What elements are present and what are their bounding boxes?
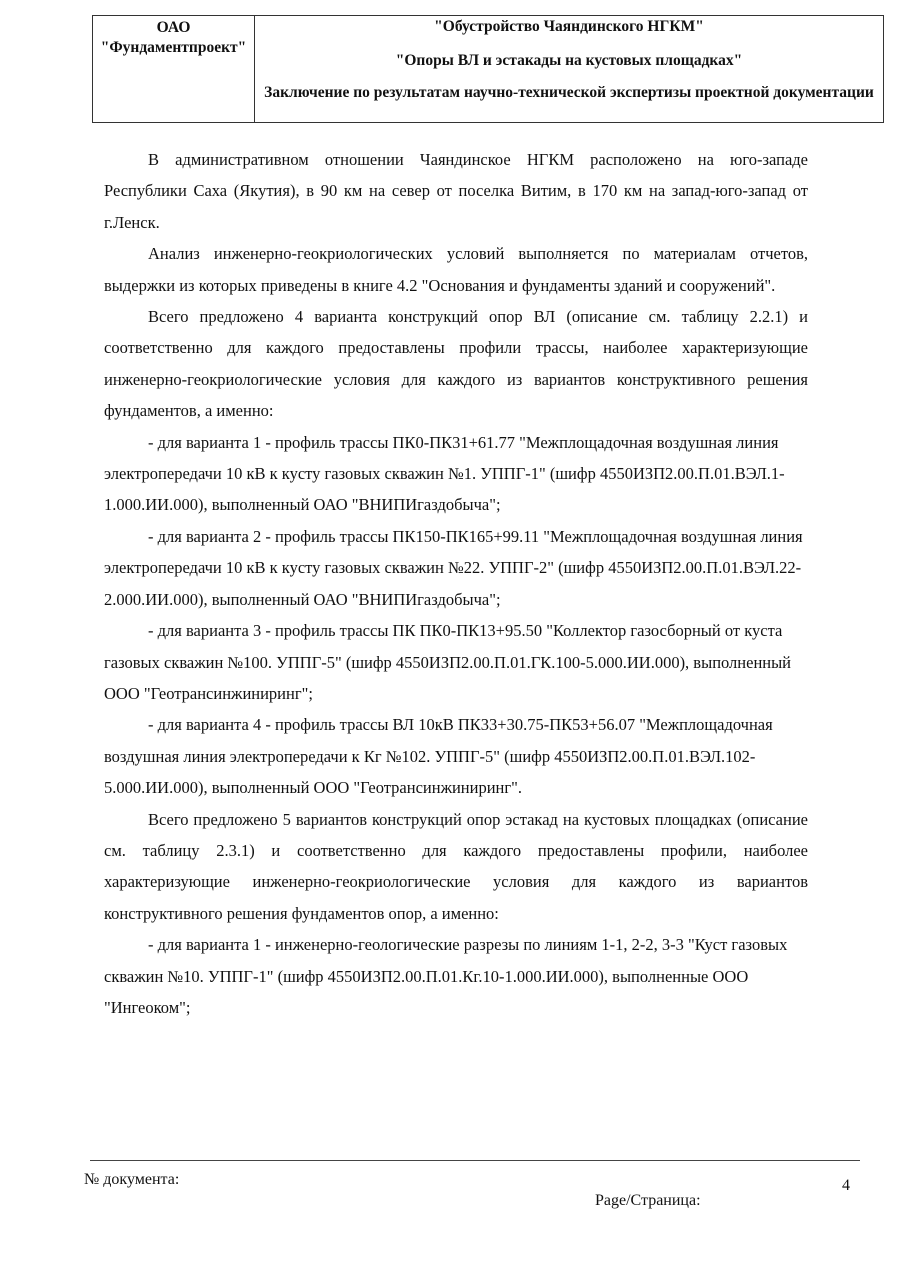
document-body xyxy=(104,144,808,1023)
org-name: "Фундаментпроект" xyxy=(100,39,247,56)
list-item-trestle-variant-1: - для варианта 1 - инженерно-геологические разрезы по линиям 1-1, 2-2, 3-3 "Куст газовых скважин №10. УППГ-1" (шифр 4550ИЗП2.00.П.01.Кг.10-1.000.ИИ.000), выполненные ООО "Ингеоком"; xyxy=(104,935,788,1017)
list-item-vl-variant-2: - для варианта 2 - профиль трассы ПК150-ПК165+99.11 "Межплощадочная воздушная линия электропередачи 10 кВ к кусту газовых скважин №22. УППГ-2" (шифр 4550ИЗП2.00.П.01.ВЭЛ.22-2.000.ИИ.000), выполненный ОАО "ВНИПИгаздобыча"; xyxy=(104,526,803,609)
title-cell xyxy=(255,16,883,122)
project-name: "Обустройство Чаяндинского НГКМ" xyxy=(434,18,704,35)
page-label: Page/Страница: xyxy=(595,1192,701,1209)
list-item-vl-variant-1: - для варианта 1 - профиль трассы ПК0-ПК31+61.77 "Межплощадочная воздушная линия электропередачи 10 кВ к кусту газовых скважин №1. УППГ-1" (шифр 4550ИЗП2.00.П.01.ВЭЛ.1-1.000.ИИ.000), выполненный ОАО "ВНИПИгаздобыча"; xyxy=(104,432,785,515)
document-number-label: № документа: xyxy=(84,1171,180,1188)
org-type: ОАО xyxy=(156,19,191,36)
paragraph-vl-variants: Всего предложено 4 варианта конструкций опор ВЛ (описание см. таблицу 2.2.1) и соответственно для каждого предоставлены профили трассы, наиболее характеризующие инженерно-геокриологические условия для каждого из вариантов конструктивного решения фундаментов, а именно: xyxy=(104,307,808,421)
list-item-vl-variant-3: - для варианта 3 - профиль трассы ПК ПК0-ПК13+95.50 "Коллектор газосборный от куста газовых скважин №100. УППГ-5" (шифр 4550ИЗП2.00.П.01.ГК.100-5.000.ИИ.000), выполненный ООО "Геотрансинжиниринг"; xyxy=(104,621,792,703)
paragraph-trestle-variants: Всего предложено 5 вариантов конструкций опор эстакад на кустовых площадках (описание см. таблицу 2.3.1) и соответственно для каждого предоставлены профили, наиболее характеризующие инженерно-геокриологические условия для каждого из вариантов конструктивного решения фундаментов опор, а именно: xyxy=(104,809,808,923)
page-number: 4 xyxy=(842,1177,850,1194)
organization-cell xyxy=(93,16,255,122)
list-item-vl-variant-4: - для варианта 4 - профиль трассы ВЛ 10кВ ПК33+30.75-ПК53+56.07 "Межплощадочная воздушная линия электропередачи к Кг №102. УППГ-5" (шифр 4550ИЗП2.00.П.01.ВЭЛ.102-5.000.ИИ.000), выполненный ООО "Геотрансинжиниринг". xyxy=(104,715,773,798)
document-title: Заключение по результатам научно-технической экспертизы проектной документации xyxy=(264,84,874,101)
footer-divider xyxy=(90,1160,860,1161)
paragraph-analysis: Анализ инженерно-геокриологических условий выполняется по материалам отчетов, выдержки из которых приведены в книге 4.2 "Основания и фундаменты зданий и сооружений". xyxy=(104,244,808,295)
object-name: "Опоры ВЛ и эстакады на кустовых площадках" xyxy=(395,52,743,69)
paragraph-location: В административном отношении Чаяндинское НГКМ расположено на юго-западе Республики Саха (Якутия), в 90 км на север от поселка Витим, в 170 км на запад-юго-запад от г.Ленск. xyxy=(104,150,808,232)
document-header-table xyxy=(92,15,884,123)
